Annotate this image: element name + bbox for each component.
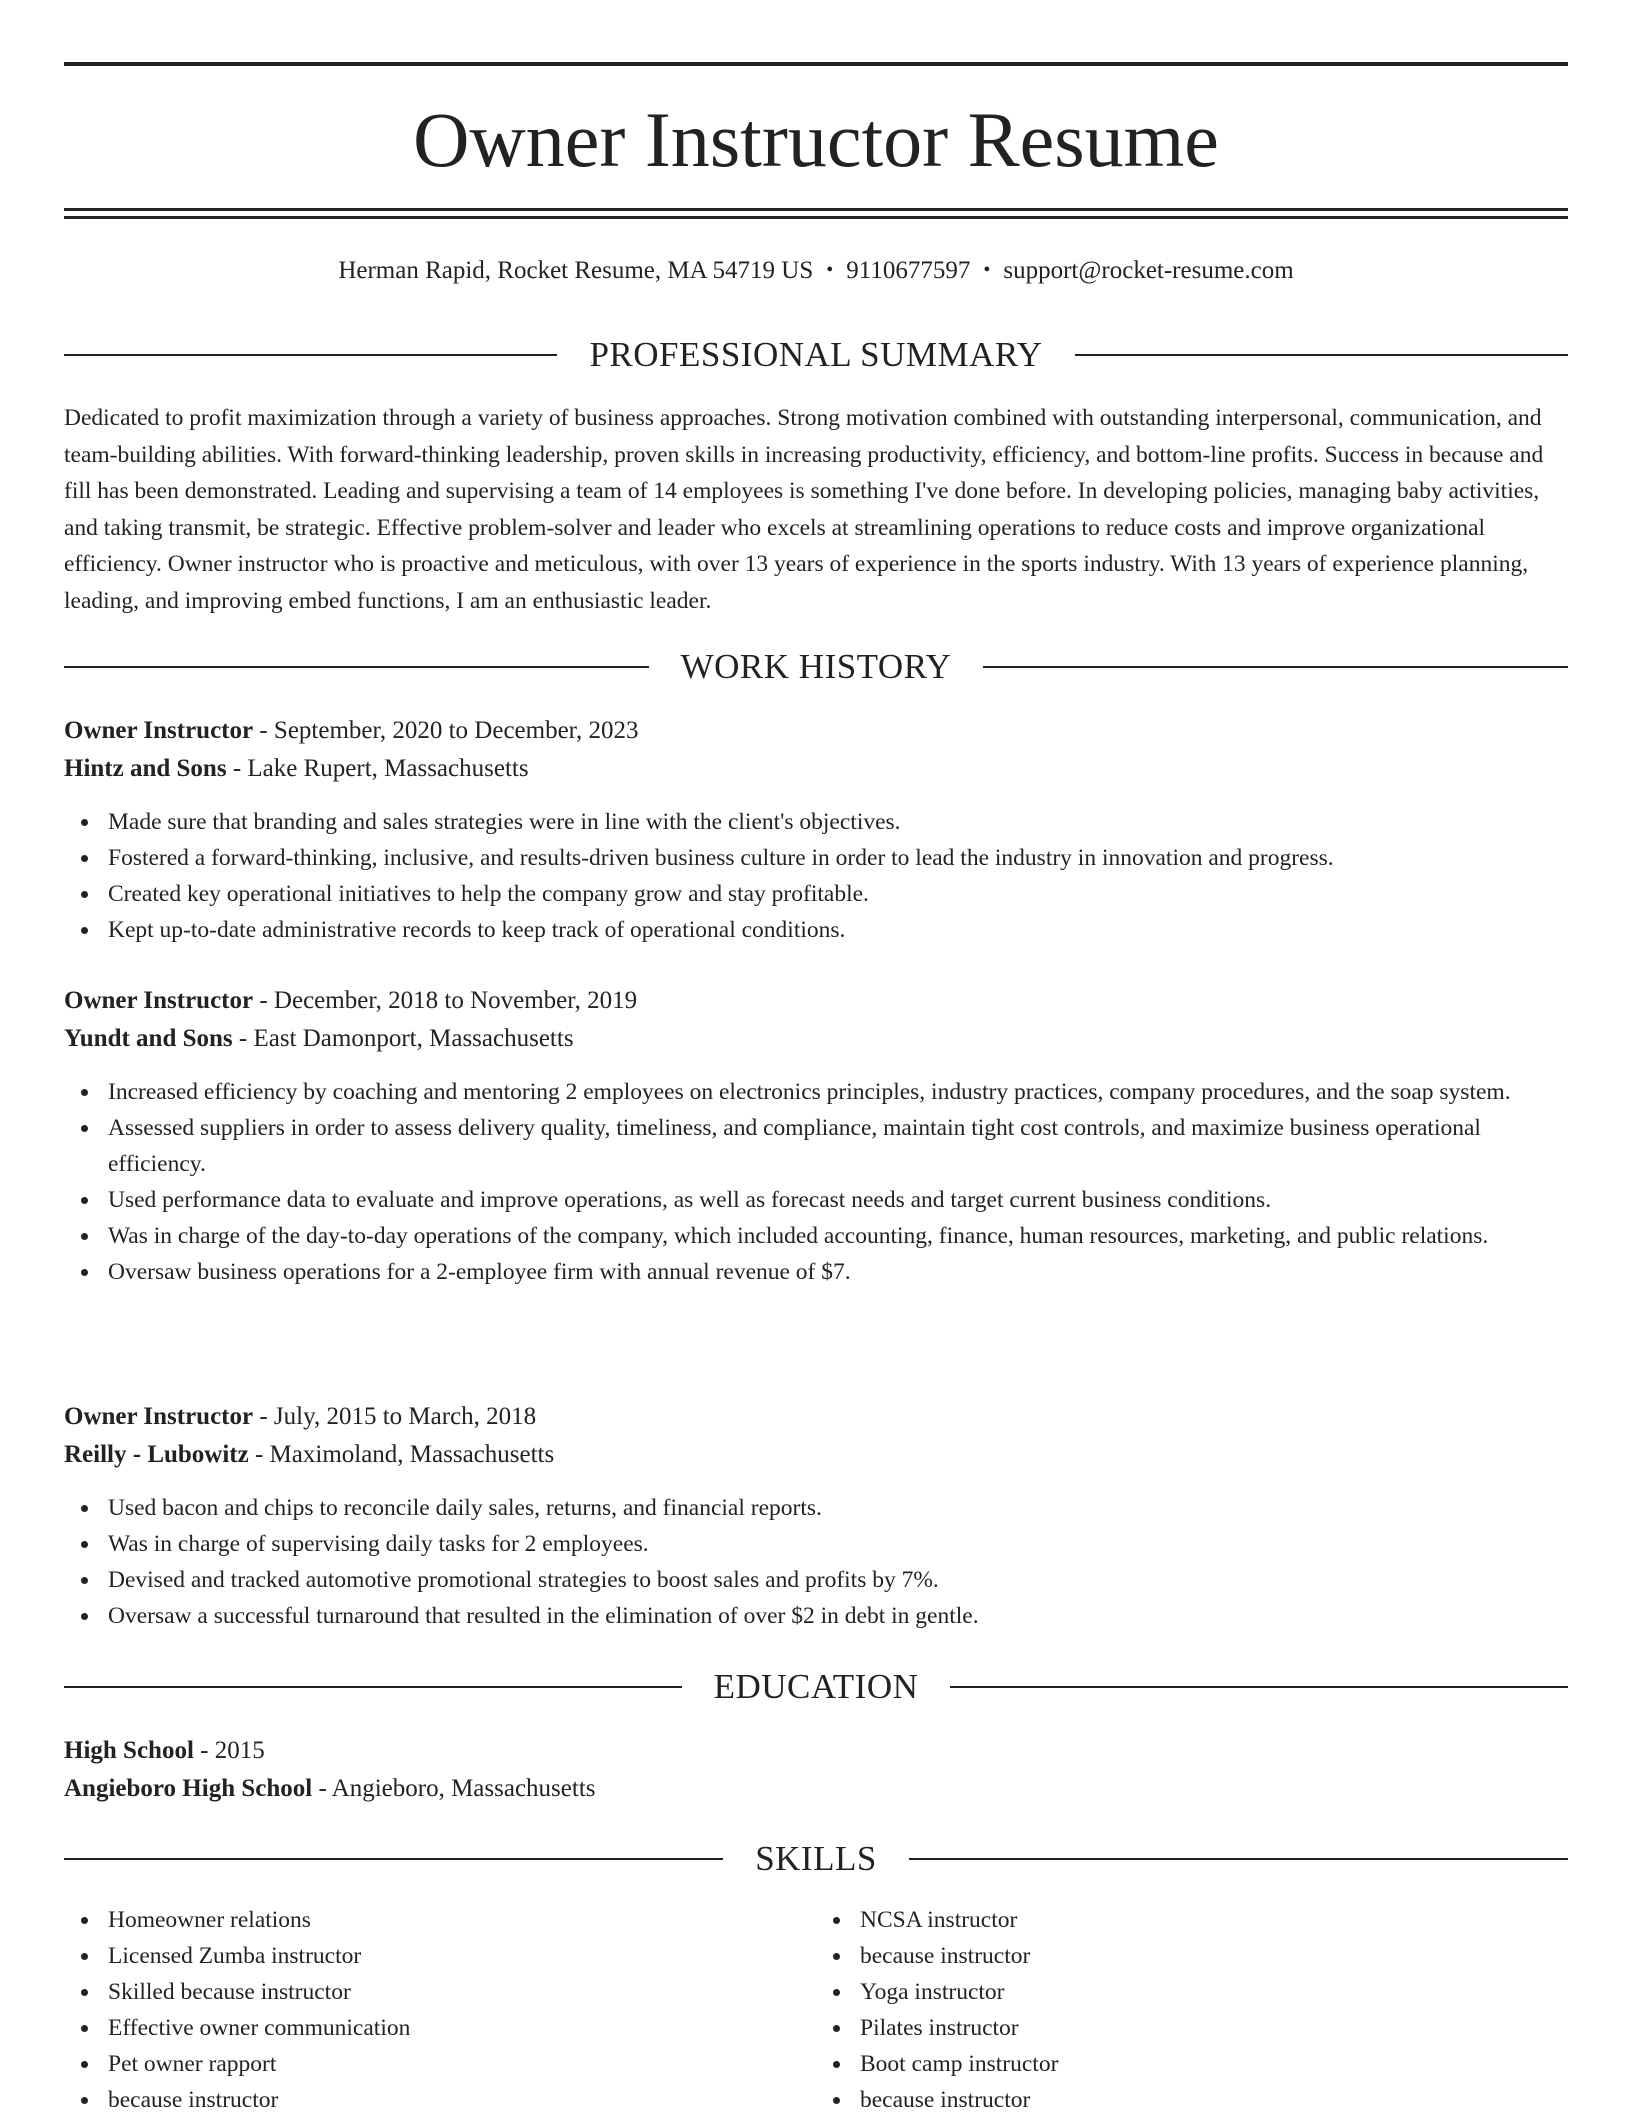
job-company: Reilly - Lubowitz [64,1441,249,1468]
heading-rule [1075,354,1568,356]
education-entry [64,1732,1568,1808]
job-company: Yundt and Sons [64,1025,233,1052]
job-title: Owner Instructor [64,987,254,1014]
heading-rule [64,666,649,668]
job-title: Owner Instructor [64,1403,254,1430]
skill-item: Effective owner communication [108,2010,816,2046]
skill-item: NCSA instructor [860,1902,1568,1938]
title-top-rule [64,62,1568,66]
job-title: Owner Instructor [64,717,254,744]
skill-item: Pilates instructor [860,2010,1568,2046]
job-company: Hintz and Sons [64,755,227,782]
job-dates: - July, 2015 to March, 2018 [253,1403,537,1430]
heading-rule [950,1686,1568,1688]
skills-list-right [816,1902,1568,2118]
heading-rule [909,1858,1568,1860]
list-item: Created key operational initiatives to help the company grow and stay profitable. [108,876,1568,912]
contact-separator: • [983,259,991,281]
job-company-line [64,750,1568,788]
skill-item: Yoga instructor [860,1974,1568,2010]
title-bottom-double-rule [64,208,1568,219]
job-bullet-list [64,1490,1568,1634]
job-title-line [64,1398,1568,1436]
job-location: - Maximoland, Massachusetts [248,1441,555,1468]
professional-summary: Dedicated to profit maximization through a variety of business approaches. Strong motivation combined with outstanding interpersonal, communication, and team-building abilities. With forward-thinking leadership, proven skills in increasing productivity, efficiency, and bottom-line profits. Success in because and fill has been demonstrated. Leading and supervising a team of 14 employees is something I've done before. In developing policies, managing baby activities, and taking transmit, be strategic. Effective problem-solver and leader who excels at streamlining operations to reduce costs and improve organizational efficiency. Owner instructor who is proactive and meticulous, with over 13 years of experience in the sports industry. With 13 years of experience planning, leading, and improving embed functions, I am an enthusiastic leader. [64,405,1544,614]
summary-section-heading [64,335,1568,375]
job-bullet-list [64,804,1568,948]
job-company-line [64,1436,1568,1474]
work-history-heading-label: WORK HISTORY [680,647,952,686]
list-item: Oversaw a successful turnaround that resulted in the elimination of over $2 in debt in gentle. [108,1598,1568,1634]
heading-rule [64,1858,723,1860]
list-item: Used bacon and chips to reconcile daily sales, returns, and financial reports. [108,1490,1568,1526]
list-item: Made sure that branding and sales strategies were in line with the client's objectives. [108,804,1568,840]
skill-item: because instructor [860,1938,1568,1974]
job-company-line [64,1020,1568,1058]
contact-email: support@rocket-resume.com [1003,257,1294,284]
list-item: Was in charge of supervising daily tasks for 2 employees. [108,1526,1568,1562]
education-location: - Angieboro, Massachusetts [312,1775,596,1802]
list-item: Used performance data to evaluate and improve operations, as well as forecast needs and target current business conditions. [108,1182,1568,1218]
job-title-line [64,712,1568,750]
education-degree: High School [64,1737,194,1764]
skills-heading-label: SKILLS [755,1839,877,1878]
job-dates: - September, 2020 to December, 2023 [253,717,639,744]
education-section-heading [64,1667,1568,1707]
skill-item: Skilled because instructor [108,1974,816,2010]
list-item: Increased efficiency by coaching and mentoring 2 employees on electronics principles, industry practices, company procedures, and the soap system. [108,1074,1568,1110]
job-entry [64,982,1568,1058]
list-item: Oversaw business operations for a 2-employee firm with annual revenue of $7. [108,1254,1568,1290]
contact-phone: 9110677597 [846,257,971,284]
education-year: - 2015 [193,1737,265,1764]
list-item: Devised and tracked automotive promotional strategies to boost sales and profits by 7%. [108,1562,1568,1598]
education-degree-line [64,1732,1568,1770]
skills-columns [64,1902,1568,2118]
job-location: - Lake Rupert, Massachusetts [226,755,529,782]
skill-item: Boot camp instructor [860,2046,1568,2082]
job-entry [64,712,1568,788]
job-title-line [64,982,1568,1020]
skills-list-left [64,1902,816,2118]
education-school-line [64,1770,1568,1808]
job-entry [64,1398,1568,1474]
list-item: Assessed suppliers in order to assess delivery quality, timeliness, and compliance, maintain tight cost controls, and maximize business operational efficiency. [108,1110,1568,1182]
job-dates: - December, 2018 to November, 2019 [253,987,638,1014]
job-bullet-list [64,1074,1568,1290]
heading-rule [64,1686,682,1688]
page-title: Owner Instructor Resume [413,96,1219,183]
list-item: Was in charge of the day-to-day operations of the company, which included accounting, finance, human resources, marketing, and public relations. [108,1218,1568,1254]
heading-rule [64,354,557,356]
skill-item: because instructor [860,2082,1568,2118]
education-school: Angieboro High School [64,1775,313,1802]
skills-section-heading [64,1839,1568,1879]
contact-address: Herman Rapid, Rocket Resume, MA 54719 US [338,257,814,284]
skill-item: Homeowner relations [108,1902,816,1938]
job-location: - East Damonport, Massachusetts [232,1025,574,1052]
contact-line [64,254,1568,289]
contact-separator: • [826,259,834,281]
skill-item: because instructor [108,2082,816,2118]
skill-item: Licensed Zumba instructor [108,1938,816,1974]
list-item: Kept up-to-date administrative records to keep track of operational conditions. [108,912,1568,948]
heading-rule [983,666,1568,668]
skill-item: Pet owner rapport [108,2046,816,2082]
summary-heading-label: PROFESSIONAL SUMMARY [589,335,1043,374]
work-history-section-heading [64,647,1568,687]
list-item: Fostered a forward-thinking, inclusive, and results-driven business culture in order to lead the industry in innovation and progress. [108,840,1568,876]
education-heading-label: EDUCATION [713,1667,919,1706]
